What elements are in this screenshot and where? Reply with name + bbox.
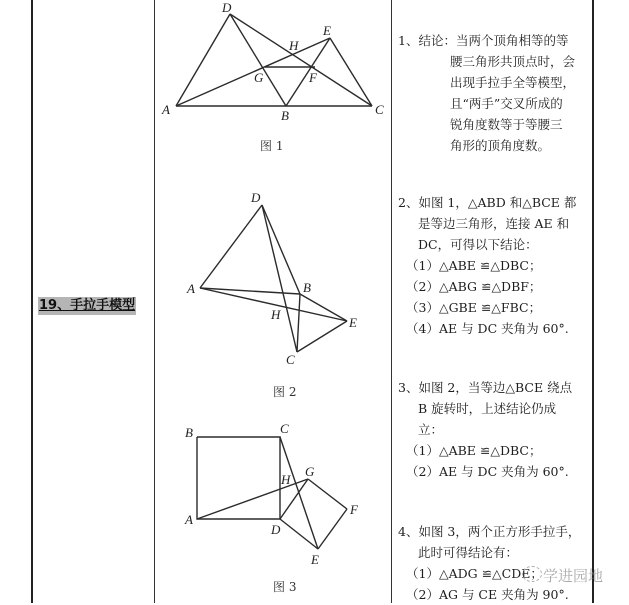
conclusions-cell <box>394 0 593 603</box>
fig1-label-h: H <box>289 38 299 53</box>
conclusion-2-line: （3）△GBE ≌△FBC； <box>406 300 542 315</box>
conclusion-1-line: 锐角度数等于等腰三 <box>450 117 563 132</box>
fig3-label-a: A <box>185 512 193 527</box>
conclusion-4-line: 此时可得结论有： <box>418 545 519 560</box>
conclusion-4-line: 4、如图 3，两个正方形手拉手， <box>398 524 581 539</box>
figure-3-diagram <box>155 410 391 575</box>
figure-3-caption: 图 3 <box>273 580 297 594</box>
conclusion-3-line: （2）AE 与 DC 夹角为 60°. <box>406 464 569 479</box>
fig3-label-h: H <box>281 472 291 487</box>
fig1-label-c: C <box>375 102 384 117</box>
fig3-label-c: C <box>280 421 289 436</box>
fig1-label-b: B <box>281 108 289 123</box>
conclusion-1 <box>398 30 575 156</box>
conclusion-3-line: 立： <box>418 422 444 437</box>
conclusion-1-line: 腰三角形共顶点时，会 <box>450 54 576 69</box>
conclusion-4-line: （1）△ADG ≌△CDE； <box>406 566 543 581</box>
fig1-label-e: E <box>323 23 331 38</box>
conclusion-2-line: 2、如图 1，△ABD 和△BCE 都 <box>398 195 577 210</box>
conclusion-1-line: 1、结论：当两个顶角相等的等 <box>398 33 569 48</box>
conclusion-4-line: （2）AG 与 CE 夹角为 90°. <box>406 587 569 602</box>
conclusion-3 <box>398 377 572 482</box>
figure-2-diagram <box>155 180 391 380</box>
conclusion-2-line: （1）△ABE ≌△DBC； <box>406 258 542 273</box>
figure-cell <box>155 0 391 603</box>
watermark-logo-icon <box>522 566 542 582</box>
conclusion-3-line: （1）△ABE ≌△DBC； <box>406 443 542 458</box>
fig2-label-c: C <box>286 352 295 367</box>
fig3-label-b: B <box>185 425 193 440</box>
conclusion-2 <box>398 192 576 339</box>
conclusion-2-line: 是等边三角形，连接 AE 和 <box>418 216 570 231</box>
conclusion-1-line: 角形的顶角度数。 <box>450 138 551 153</box>
fig3-label-e: E <box>311 552 319 567</box>
figure-1-caption: 图 1 <box>260 139 284 153</box>
fig1-label-f: F <box>309 70 317 85</box>
conclusion-3-line: 3、如图 2，当等边△BCE 绕点 <box>398 380 573 395</box>
section-title: 19、手拉手模型 <box>39 298 136 313</box>
conclusion-4 <box>398 521 580 605</box>
fig2-label-h: H <box>271 307 281 322</box>
conclusion-1-line: 出现手拉手全等模型， <box>450 75 576 90</box>
fig1-label-g: G <box>254 70 264 85</box>
fig2-label-d: D <box>251 190 261 205</box>
conclusion-2-line: （2）△ABG ≌△DBF； <box>406 279 542 294</box>
fig1-label-d: D <box>222 0 232 15</box>
figure-1-diagram <box>155 0 391 130</box>
conclusion-2-line: （4）AE 与 DC 夹角为 60°. <box>406 321 569 336</box>
fig3-label-g: G <box>305 464 315 479</box>
table-border-col3 <box>391 0 392 603</box>
fig2-label-b: B <box>303 280 311 295</box>
fig1-label-a: A <box>162 102 170 117</box>
fig3-label-f: F <box>350 502 358 517</box>
conclusion-3-line: B 旋转时，上述结论仍成 <box>418 401 557 416</box>
conclusion-1-line: 且“两手”交叉所成的 <box>450 96 563 111</box>
watermark-text: 学进园地 <box>543 567 604 585</box>
figure-2-caption: 图 2 <box>273 385 297 399</box>
fig2-label-a: A <box>187 281 195 296</box>
fig2-label-e: E <box>349 315 357 330</box>
fig3-label-d: D <box>271 522 281 537</box>
conclusion-2-line: DC，可得以下结论： <box>418 237 538 252</box>
